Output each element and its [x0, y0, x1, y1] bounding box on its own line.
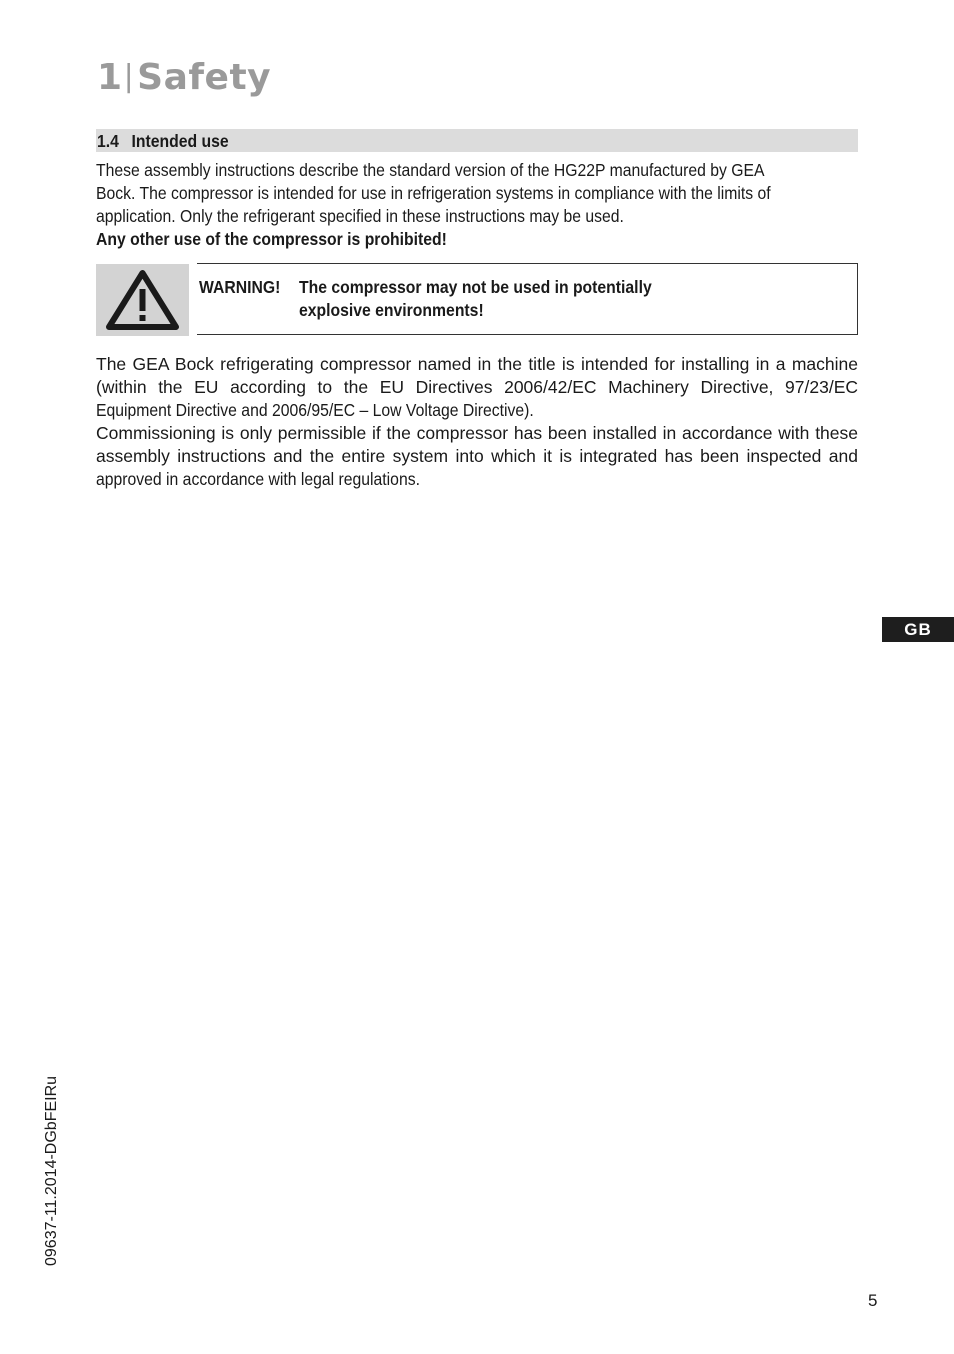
- commissioning-line: approved in accordance with legal regulations.: [96, 469, 420, 489]
- installation-line: The GEA Bock refrigerating compressor named in the title is intended for installing in a machine: [96, 354, 858, 374]
- installation-line: Equipment Directive and 2006/95/EC – Low Voltage Directive).: [96, 400, 534, 420]
- warning-icon-box: [96, 264, 189, 336]
- chapter-title: [97, 56, 271, 102]
- commissioning-line: assembly instructions and the entire system into which it is integrated has been inspected and: [96, 446, 858, 466]
- page-number: 5: [868, 1291, 878, 1310]
- document-code: 09637-11.2014-DGbFEIRu: [43, 1075, 60, 1266]
- prohibition-statement: Any other use of the compressor is prohibited!: [96, 229, 447, 249]
- commissioning-line: Commissioning is only permissible if the compressor has been installed in accordance with these: [96, 423, 858, 443]
- chapter-separator: |: [123, 59, 135, 94]
- warning-label: WARNING!: [199, 277, 281, 297]
- installation-line: (within the EU according to the EU Directives 2006/42/EC Machinery Directive, 97/23/EC: [96, 377, 858, 397]
- warning-line: explosive environments!: [299, 300, 484, 320]
- chapter-number: 1: [97, 57, 123, 98]
- intro-line: application. Only the refrigerant specified in these instructions may be used.: [96, 206, 624, 226]
- warning-line: The compressor may not be used in potentially: [299, 277, 652, 297]
- installation-paragraph: [96, 353, 858, 422]
- chapter-title-text: Safety: [137, 57, 272, 98]
- section-number: 1.4: [97, 131, 119, 151]
- warning-triangle-icon: [104, 268, 181, 332]
- section-title: Intended use: [131, 131, 229, 151]
- intro-paragraph: [96, 159, 858, 251]
- language-tab: GB: [882, 617, 954, 642]
- warning-text: [299, 276, 652, 322]
- section-heading: [97, 130, 229, 152]
- intro-line: Bock. The compressor is intended for use in refrigeration systems in compliance with the limits of: [96, 183, 771, 203]
- intro-line: These assembly instructions describe the standard version of the HG22P manufactured by GEA: [96, 160, 765, 180]
- commissioning-paragraph: [96, 422, 858, 491]
